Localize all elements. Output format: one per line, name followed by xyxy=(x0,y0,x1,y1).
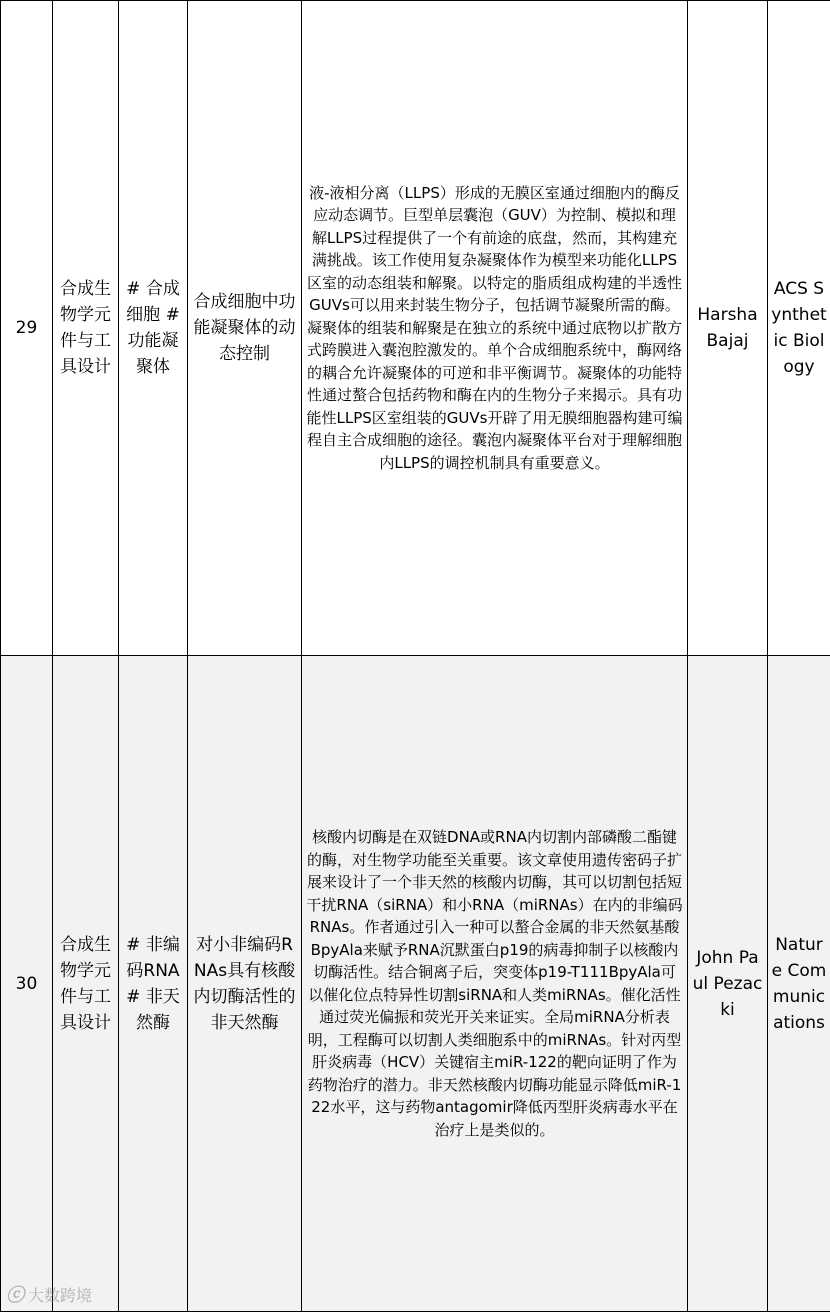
tags-cell: # 非编码RNA # 非天然酶 xyxy=(119,656,188,1312)
author-cell: John Paul Pezacki xyxy=(688,656,768,1312)
watermark-text: 大数跨境 xyxy=(28,1283,92,1306)
abstract-cell: 核酸内切酶是在双链DNA或RNA内切割内部磷酸二酯键的酶，对生物学功能至关重要。该文章使用遗传密码子扩展来设计了一个非天然的核酸内切酶，其可以切割包括短干扰RNA（siRNA）和小RNA（miRNAs）在内的非编码RNAs。作者通过引入一种可以螯合金属的非天然氨基酸BpyAla来赋予RNA沉默蛋白p19的病毒抑制子以核酸内切酶活性。结合铜离子后，突变体p19-T111BpyAla可以催化位点特异性切割siRNA和人类miRNAs。催化活性通过荧光偏振和荧光开关来证实。全局miRNA分析表明，工程酶可以切割人类细胞系中的miRNAs。针对丙型肝炎病毒（HCV）关键宿主miR-122的靶向证明了作为药物治疗的潜力。非天然核酸内切酶功能显示降低miR-122水平，这与药物antagomir降低丙型肝炎病毒水平在治疗上是类似的。 xyxy=(302,656,688,1312)
category-cell: 合成生物学元件与工具设计 xyxy=(53,1,119,656)
journal-cell: Nature Communications xyxy=(768,656,830,1312)
tags-cell: # 合成细胞 # 功能凝聚体 xyxy=(119,1,188,656)
title-cell: 合成细胞中功能凝聚体的动态控制 xyxy=(188,1,302,656)
abstract-cell: 液-液相分离（LLPS）形成的无膜区室通过细胞内的酶反应动态调节。巨型单层囊泡（GUV）为控制、模拟和理解LLPS过程提供了一个有前途的底盘，然而，其构建充满挑战。该工作使用复杂凝聚体作为模型来功能化LLPS区室的动态组装和解聚。以特定的脂质组成构建的半透性GUVs可以用来封装生物分子，包括调节凝聚所需的酶。凝聚体的组装和解聚是在独立的系统中通过底物以扩散方式跨膜进入囊泡腔激发的。单个合成细胞系统中，酶网络的耦合允许凝聚体的可逆和非平衡调节。凝聚体的功能特性通过螯合包括药物和酶在内的生物分子来揭示。具有功能性LLPS区室组装的GUVs开辟了用无膜细胞器构建可编程自主合成细胞的途径。囊泡内凝聚体平台对于理解细胞内LLPS的调控机制具有重要意义。 xyxy=(302,1,688,656)
journal-cell: ACS Synthetic Biology xyxy=(768,1,830,656)
row-number: 30 xyxy=(1,656,53,1312)
row-number: 29 xyxy=(1,1,53,656)
table-row xyxy=(1,656,830,1312)
category-cell: 合成生物学元件与工具设计 xyxy=(53,656,119,1312)
watermark-logo-icon: ⓒ xyxy=(6,1281,24,1307)
author-cell: Harsha Bajaj xyxy=(688,1,768,656)
title-cell: 对小非编码RNAs具有核酸内切酶活性的非天然酶 xyxy=(188,656,302,1312)
table-row xyxy=(1,1,830,656)
watermark xyxy=(6,1281,92,1307)
